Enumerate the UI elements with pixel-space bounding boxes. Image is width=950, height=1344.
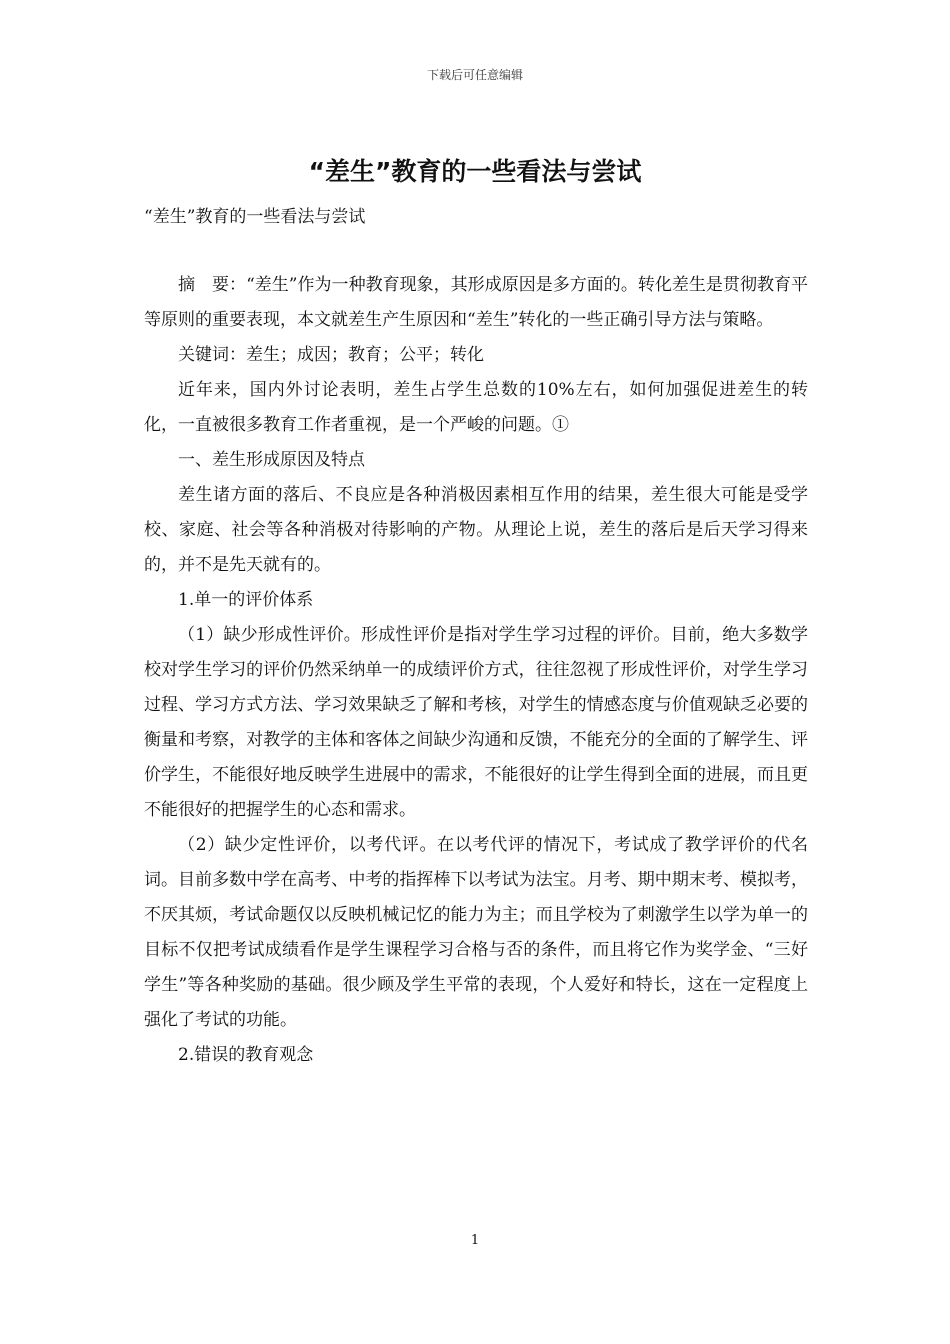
document-body [144, 268, 808, 1073]
keywords-paragraph: 关键词：差生；成因；教育；公平；转化 [178, 345, 484, 365]
body-paragraph: （2）缺少定性评价，以考代评。在以考代评的情况下，考试成了教学评价的代名词。目前多数中学在高考、中考的指挥棒下以考试为法宝。月考、期中期末考、模拟考，不厌其烦，考试命题仅以反映机械记忆的能力为主；而且学校为了刺激学生以学为单一的目标不仅把考试成绩看作是学生课程学习合格与否的条件，而且将它作为奖学金、“三好学生”等各种奖励的基础。很少顾及学生平常的表现，个人爱好和特长，这在一定程度上强化了考试的功能。 [144, 835, 808, 1030]
page-header-note: 下载后可任意编辑 [426, 68, 523, 82]
body-paragraph: （1）缺少形成性评价。形成性评价是指对学生学习过程的评价。目前，绝大多数学校对学生学习的评价仍然采纳单一的成绩评价方式，往往忽视了形成性评价，对学生学习过程、学习方式方法、学习效果缺乏了解和考核，对学生的情感态度与价值观缺乏必要的衡量和考察，对教学的主体和客体之间缺少沟通和反馈，不能充分的全面的了解学生、评价学生，不能很好地反映学生进展中的需求，不能很好的让学生得到全面的进展，而且更不能很好的把握学生的心态和需求。 [144, 625, 808, 820]
subsection-heading-2: 2.错误的教育观念 [178, 1045, 314, 1065]
body-paragraph: 差生诸方面的落后、不良应是各种消极因素相互作用的结果，差生很大可能是受学校、家庭、社会等各种消极对待影响的产物。从理论上说，差生的落后是后天学习得来的，并不是先天就有的。 [144, 485, 808, 575]
page-number: 1 [470, 1233, 480, 1248]
section-heading-1: 一、差生形成原因及特点 [178, 450, 365, 470]
abstract-paragraph: 摘 要：“差生”作为一种教育现象，其形成原因是多方面的。转化差生是贯彻教育平等原则的重要表现，本文就差生产生原因和“差生”转化的一些正确引导方法与策略。 [144, 275, 808, 330]
document-title: “差生”教育的一些看法与尝试 [308, 157, 642, 186]
document-subtitle: “差生”教育的一些看法与尝试 [144, 207, 366, 227]
intro-paragraph: 近年来，国内外讨论表明，差生占学生总数的10%左右，如何加强促进差生的转化，一直被很多教育工作者重视，是一个严峻的问题。① [144, 380, 808, 435]
subsection-heading-1: 1.单一的评价体系 [178, 590, 314, 610]
